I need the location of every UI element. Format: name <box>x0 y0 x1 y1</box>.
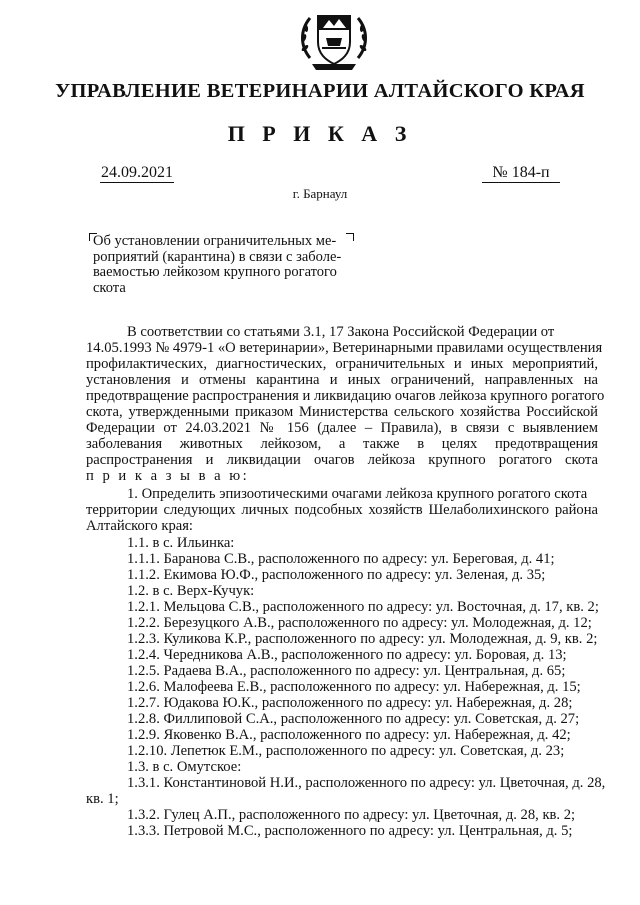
preamble-line: 14.05.1993 № 4979-1 «О ветеринарии», Ветеринарными правилами осуществления <box>86 340 603 356</box>
preamble-line: В соответствии со статьями 3.1, 17 Закона Российской Федерации от <box>127 324 555 340</box>
list-item: 1.2.8. Филлиповой С.А., расположенного по адресу: ул. Советская, д. 27; <box>127 711 580 727</box>
list-item: 1.2.5. Радаева В.А., расположенного по адресу: ул. Центральная, д. 65; <box>127 663 566 679</box>
document-city: г. Барнаул <box>292 186 348 201</box>
list-item: 1.3.2. Гулец А.П., расположенного по адресу: ул. Цветочная, д. 28, кв. 2; <box>127 807 576 823</box>
subject-line: скота <box>93 279 126 296</box>
subject-line: Об установлении ограничительных ме- <box>93 233 337 249</box>
list-item: 1.2.10. Лепетюк Е.М., расположенного по адресу: ул. Советская, д. 23; <box>127 743 565 759</box>
list-item: 1.2.3. Куликова К.Р., расположенного по адресу: ул. Молодежная, д. 9, кв. 2; <box>127 631 598 647</box>
preamble-line: профилактических, диагностических, ограничительных и иных мероприятий, <box>86 356 598 372</box>
preamble-line: предотвращение распространения и ликвидацию очагов лейкоза крупного рогатого <box>86 388 605 404</box>
list-item: 1.3.3. Петровой М.С., расположенного по адресу: ул. Центральная, д. 5; <box>127 823 573 839</box>
organization-name: УПРАВЛЕНИЕ ВЕТЕРИНАРИИ АЛТАЙСКОГО КРАЯ <box>55 80 585 102</box>
document-subject <box>93 234 341 296</box>
list-item: 1.2.9. Яковенко В.А., расположенного по адресу: ул. Набережная, д. 42; <box>127 727 571 743</box>
preamble-line: установления и отмены карантина и иных ограничений, направленных на <box>86 372 598 388</box>
order-word: п р и к а з ы в а ю: <box>86 468 250 484</box>
list-item: 1.2.4. Чередникова А.В., расположенного по адресу: ул. Боровая, д. 13; <box>127 647 567 663</box>
preamble-line: заболевания животных лейкозом, а также в целях предотвращения <box>86 436 598 452</box>
subject-line: роприятий (карантина) в связи с заболе- <box>93 248 342 265</box>
list-item: 1.2.2. Березуцкого А.В., расположенного по адресу: ул. Молодежная, д. 12; <box>127 615 592 631</box>
preamble-line: скота, утвержденными приказом Министерства сельского хозяйства Российской <box>86 404 598 420</box>
list-item: 1.2. в с. Верх-Кучук: <box>127 583 255 599</box>
list-item: 1.2.7. Юдакова Ю.К., расположенного по адресу: ул. Набережная, д. 28; <box>127 695 573 711</box>
coat-of-arms-icon <box>296 8 372 74</box>
document-type: П Р И К А З <box>227 121 413 146</box>
list-item: кв. 1; <box>86 791 119 807</box>
subject-line: ваемостью лейкозом крупного рогатого <box>93 264 337 280</box>
list-item: 1.1.1. Баранова С.В., расположенного по адресу: ул. Береговая, д. 41; <box>127 551 555 567</box>
list-item: 1.3. в с. Омутское: <box>127 759 242 775</box>
subject-bracket-right <box>346 233 354 241</box>
document-number: № 184-п <box>482 164 560 183</box>
list-item: 1.1. в с. Ильинка: <box>127 535 235 551</box>
preamble-line: Федерации от 24.03.2021 № 156 (далее – Правила), в связи с выявлением <box>86 420 598 436</box>
list-item: 1.2.1. Мельцова С.В., расположенного по адресу: ул. Восточная, д. 17, кв. 2; <box>127 599 599 615</box>
list-item: 1.2.6. Малофеева Е.В., расположенного по адресу: ул. Набережная, д. 15; <box>127 679 581 695</box>
list-item: 1.1.2. Екимова Ю.Ф., расположенного по адресу: ул. Зеленая, д. 35; <box>127 567 546 583</box>
preamble-line: распространения и ликвидации очагов лейкоза крупного рогатого скота <box>86 452 598 468</box>
list-item: 1.3.1. Константиновой Н.И., расположенного по адресу: ул. Цветочная, д. 28, <box>127 775 606 791</box>
point-line: территории следующих личных подсобных хозяйств Шелаболихинского района <box>86 502 598 518</box>
point-line: 1. Определить эпизоотическими очагами лейкоза крупного рогатого скота <box>127 486 588 502</box>
point-line: Алтайского края: <box>86 518 193 534</box>
document-date: 24.09.2021 <box>101 164 173 181</box>
